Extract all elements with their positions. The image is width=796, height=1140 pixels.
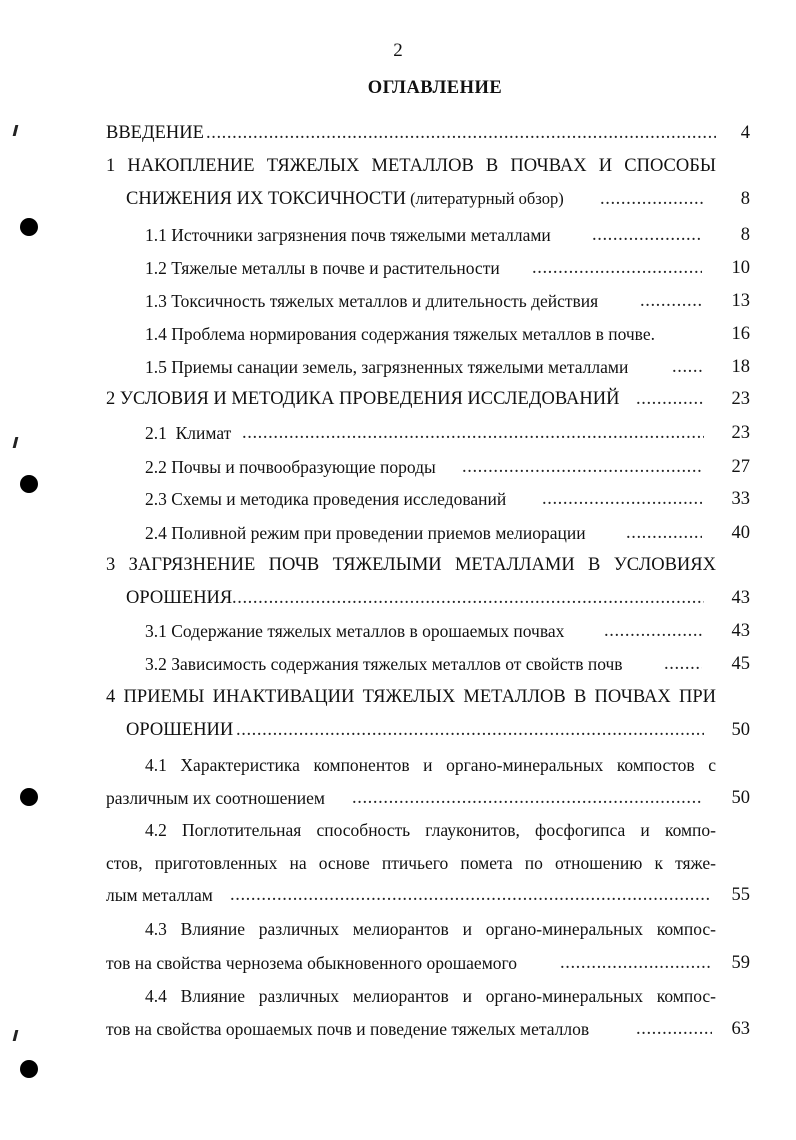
toc-leader <box>230 880 712 910</box>
toc-entry-section-cont <box>0 848 796 878</box>
toc-entry-title-cont: ОРОШЕНИИ <box>126 720 234 740</box>
toc-leader <box>542 484 702 514</box>
toc-entry-chapter-4 <box>0 682 796 712</box>
toc-leader <box>232 583 704 613</box>
toc-leader <box>206 118 716 148</box>
toc-page-number: 8 <box>740 225 750 245</box>
toc-page-number: 10 <box>731 258 750 278</box>
toc-entry-chapter-1 <box>0 151 796 181</box>
toc-entry-title-cont: СНИЖЕНИЯ ИХ ТОКСИЧНОСТИ (литературный обзор) <box>126 189 564 209</box>
toc-entry-chapter-3 <box>0 550 796 580</box>
toc-page-number: 55 <box>731 885 750 905</box>
toc-entry-chapter-1-cont <box>0 184 796 214</box>
toc-page-number: 27 <box>731 457 750 477</box>
toc-page-number: 16 <box>731 324 750 344</box>
toc-leader <box>242 418 704 448</box>
toc-title: ОГЛАВЛЕНИЕ <box>367 78 503 98</box>
toc-entry-title-cont: ОРОШЕНИЯ <box>126 588 233 608</box>
toc-entry-section-cont <box>0 948 796 978</box>
toc-page-number: 4 <box>740 123 750 143</box>
toc-entry-title-cont: лым металлам <box>106 885 213 905</box>
toc-leader <box>640 286 702 316</box>
toc-entry-chapter-2 <box>0 384 796 414</box>
toc-leader <box>636 1014 712 1044</box>
toc-leader <box>672 352 704 382</box>
toc-entry-title: 2.3 Схемы и методика проведения исследований <box>145 489 507 509</box>
toc-entry-chapter-3-cont <box>0 583 796 613</box>
toc-leader <box>462 452 702 482</box>
toc-entry-title: 1.2 Тяжелые металлы в почве и растительности <box>145 258 500 278</box>
toc-entry-section <box>0 914 796 944</box>
toc-entry-title: 4.2 Поглотительная способность глауконитов, фосфогипса и компо- <box>145 820 716 840</box>
toc-leader <box>604 616 702 646</box>
toc-entry-section <box>0 319 796 349</box>
toc-entry-section <box>0 452 796 482</box>
toc-entry-section <box>0 352 796 382</box>
toc-entry-title: 1.3 Токсичность тяжелых металлов и длительность действия <box>145 291 599 311</box>
toc-entry-title: 4 ПРИЕМЫ ИНАКТИВАЦИИ ТЯЖЕЛЫХ МЕТАЛЛОВ В ПОЧВАХ ПРИ <box>106 687 716 707</box>
toc-entry-section-cont <box>0 783 796 813</box>
toc-leader <box>352 783 702 813</box>
toc-leader <box>560 948 710 978</box>
toc-page-number: 18 <box>731 357 750 377</box>
toc-entry-title: 4.1 Характеристика компонентов и органо-минеральных компостов с <box>145 755 716 775</box>
toc-entry-chapter-4-cont <box>0 715 796 745</box>
toc-entry-section <box>0 616 796 646</box>
toc-leader <box>636 384 704 414</box>
toc-page-number: 8 <box>740 189 750 209</box>
toc-entry-section <box>0 220 796 250</box>
toc-page-number: 50 <box>731 788 750 808</box>
toc-page-number: 33 <box>731 489 750 509</box>
toc-page-number: 43 <box>731 588 750 608</box>
toc-entry-section <box>0 981 796 1011</box>
toc-leader <box>626 518 702 548</box>
toc-entry-title: 2 УСЛОВИЯ И МЕТОДИКА ПРОВЕДЕНИЯ ИССЛЕДОВАНИЙ <box>106 389 620 409</box>
toc-entry-intro <box>0 118 796 148</box>
toc-entry-section <box>0 286 796 316</box>
toc-entry-title: 3.1 Содержание тяжелых металлов в орошаемых почвах <box>145 621 565 641</box>
toc-entry-section <box>0 518 796 548</box>
toc-entry-section-cont <box>0 880 796 910</box>
toc-entry-title: 4.4 Влияние различных мелиорантов и органо-минеральных компос- <box>145 986 716 1006</box>
toc-page-number: 63 <box>731 1019 750 1039</box>
toc-entry-title: 1.4 Проблема нормирования содержания тяжелых металлов в почве. <box>145 324 655 344</box>
toc-entry-title: 1.1 Источники загрязнения почв тяжелыми металлами <box>145 225 551 245</box>
toc-page-number: 23 <box>731 423 750 443</box>
toc-leader <box>236 715 704 745</box>
toc-page-number: 45 <box>731 654 750 674</box>
toc-page-number: 23 <box>731 389 750 409</box>
toc-page-number: 50 <box>731 720 750 740</box>
toc-entry-section <box>0 484 796 514</box>
toc-page-number: 13 <box>731 291 750 311</box>
toc-page-number: 40 <box>731 523 750 543</box>
toc-leader <box>592 220 702 250</box>
toc-entry-title-cont: тов на свойства чернозема обыкновенного орошаемого <box>106 953 518 973</box>
toc-entry-title-cont: стов, приготовленных на основе птичьего помета по отношению к тяже- <box>106 853 716 873</box>
toc-entry-section <box>0 253 796 283</box>
toc-entry-title: 2.1 Климат <box>145 423 232 443</box>
toc-page-number: 43 <box>731 621 750 641</box>
page-number: 2 <box>393 40 403 61</box>
toc-entry-title: 2.2 Почвы и почвообразующие породы <box>145 457 436 477</box>
toc-entry-section-cont <box>0 1014 796 1044</box>
toc-page-number: 59 <box>731 953 750 973</box>
toc-entry-title: 4.3 Влияние различных мелиорантов и органо-минеральных компос- <box>145 919 716 939</box>
toc-entry-section <box>0 750 796 780</box>
toc-entry-title: 3 ЗАГРЯЗНЕНИЕ ПОЧВ ТЯЖЕЛЫМИ МЕТАЛЛАМИ В УСЛОВИЯХ <box>106 555 716 575</box>
punch-hole <box>20 1060 38 1078</box>
toc-entry-title: 2.4 Поливной режим при проведении приемов мелиорации <box>145 523 586 543</box>
toc-leader <box>532 253 702 283</box>
toc-entry-section <box>0 418 796 448</box>
toc-entry-title: 3.2 Зависимость содержания тяжелых металлов от свойств почв <box>145 654 623 674</box>
toc-entry-section <box>0 815 796 845</box>
toc-entry-section <box>0 649 796 679</box>
toc-entry-title-cont: различным их соотношением <box>106 788 326 808</box>
toc-leader <box>600 184 704 214</box>
toc-leader <box>664 649 702 679</box>
toc-entry-title: 1 НАКОПЛЕНИЕ ТЯЖЕЛЫХ МЕТАЛЛОВ В ПОЧВАХ И СПОСОБЫ <box>106 156 716 176</box>
toc-entry-title: ВВЕДЕНИЕ <box>106 123 204 143</box>
toc-entry-title: 1.5 Приемы санации земель, загрязненных тяжелыми металлами <box>145 357 629 377</box>
toc-entry-title-cont: тов на свойства орошаемых почв и поведение тяжелых металлов <box>106 1019 590 1039</box>
